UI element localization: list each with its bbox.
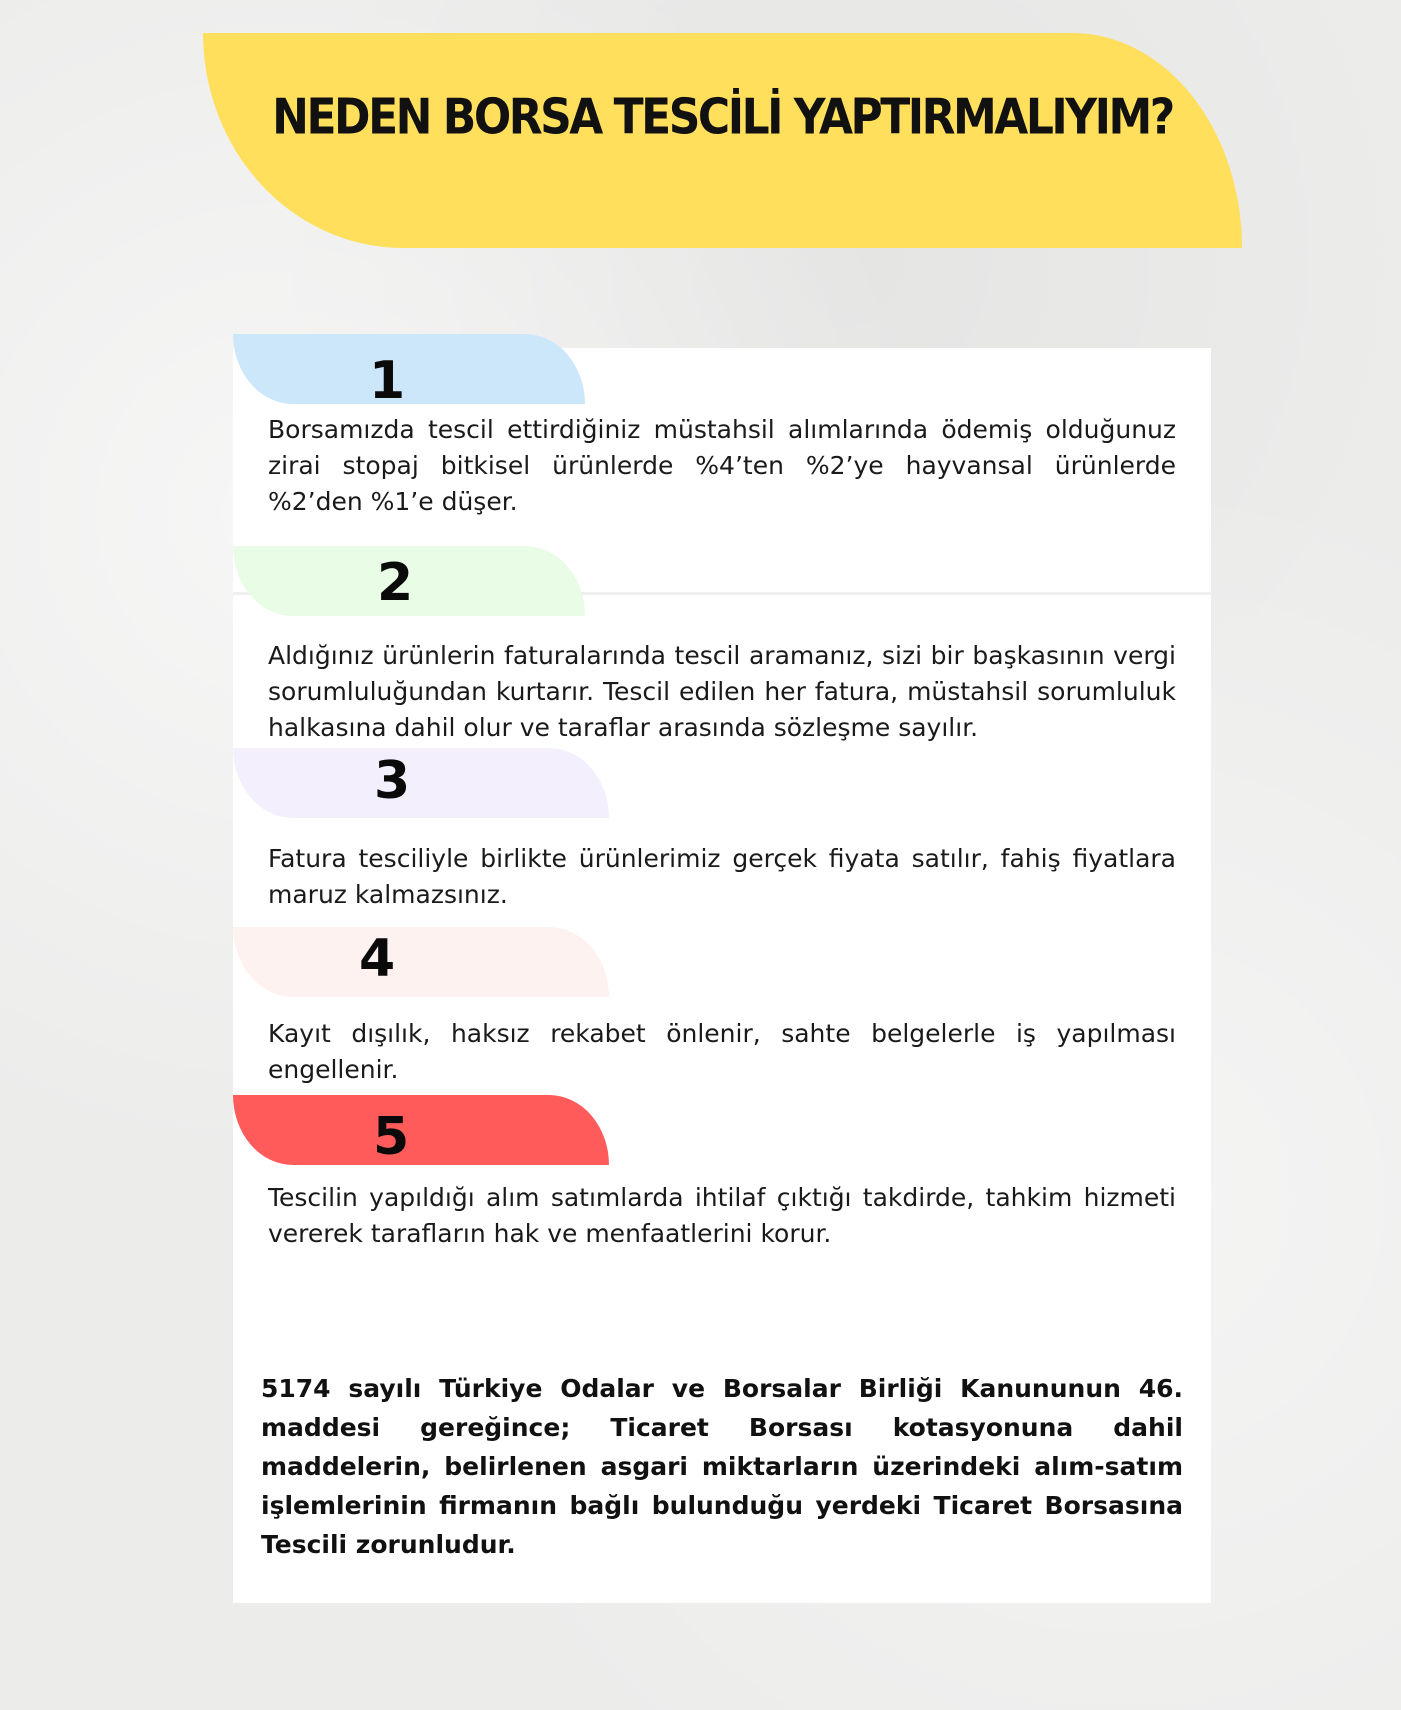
item-1-tab [233, 334, 585, 404]
item-2-number: 2 [377, 553, 414, 613]
page-title: NEDEN BORSA TESCİLİ YAPTIRMALIYIM? [272, 88, 1173, 147]
item-3-tab [233, 748, 609, 818]
item-1-text: Borsamızda tescil ettirdiğiniz müstahsil alımlarında ödemiş olduğunuz zirai stopaj bitkisel ürünlerde %4’ten %2’ye hayvansal ürünlerde %2’den %1’e düşer. [268, 415, 1176, 516]
item-2-text: Aldığınız ürünlerin faturalarında tescil aramanız, sizi bir başkasının vergi sorumluluğundan kurtarır. Tescil edilen her fatura, müstahsil sorumluluk halkasına dahil olur ve taraflar arasında sözleşme sayılır. [268, 641, 1176, 742]
item-3-number: 3 [374, 751, 411, 811]
item-5-text: Tescilin yapıldığı alım satımlarda ihtilaf çıktığı takdirde, tahkim hizmeti vererek tarafların hak ve menfaatlerini korur. [268, 1183, 1176, 1248]
item-3-text: Fatura tesciliyle birlikte ürünlerimiz gerçek fiyata satılır, fahiş fiyatlara maruz kalmazsınız. [268, 844, 1176, 909]
legal-note: 5174 sayılı Türkiye Odalar ve Borsalar Birliği Kanununun 46. maddesi gereğince; Ticaret Borsası kotasyonuna dahil maddelerin, belirlenen asgari miktarların üzerindeki alım-satım işlemlerinin firmanın bağlı bulunduğu yerdeki Ticaret Borsasına Tescili zorunludur. [261, 1374, 1183, 1559]
item-4-tab [233, 927, 609, 997]
item-5-tab [233, 1095, 609, 1165]
item-4-number: 4 [359, 929, 396, 989]
item-1-number: 1 [369, 351, 406, 411]
item-4-text: Kayıt dışılık, haksız rekabet önlenir, sahte belgelerle iş yapılması engellenir. [268, 1019, 1176, 1084]
item-5-number: 5 [373, 1107, 410, 1167]
